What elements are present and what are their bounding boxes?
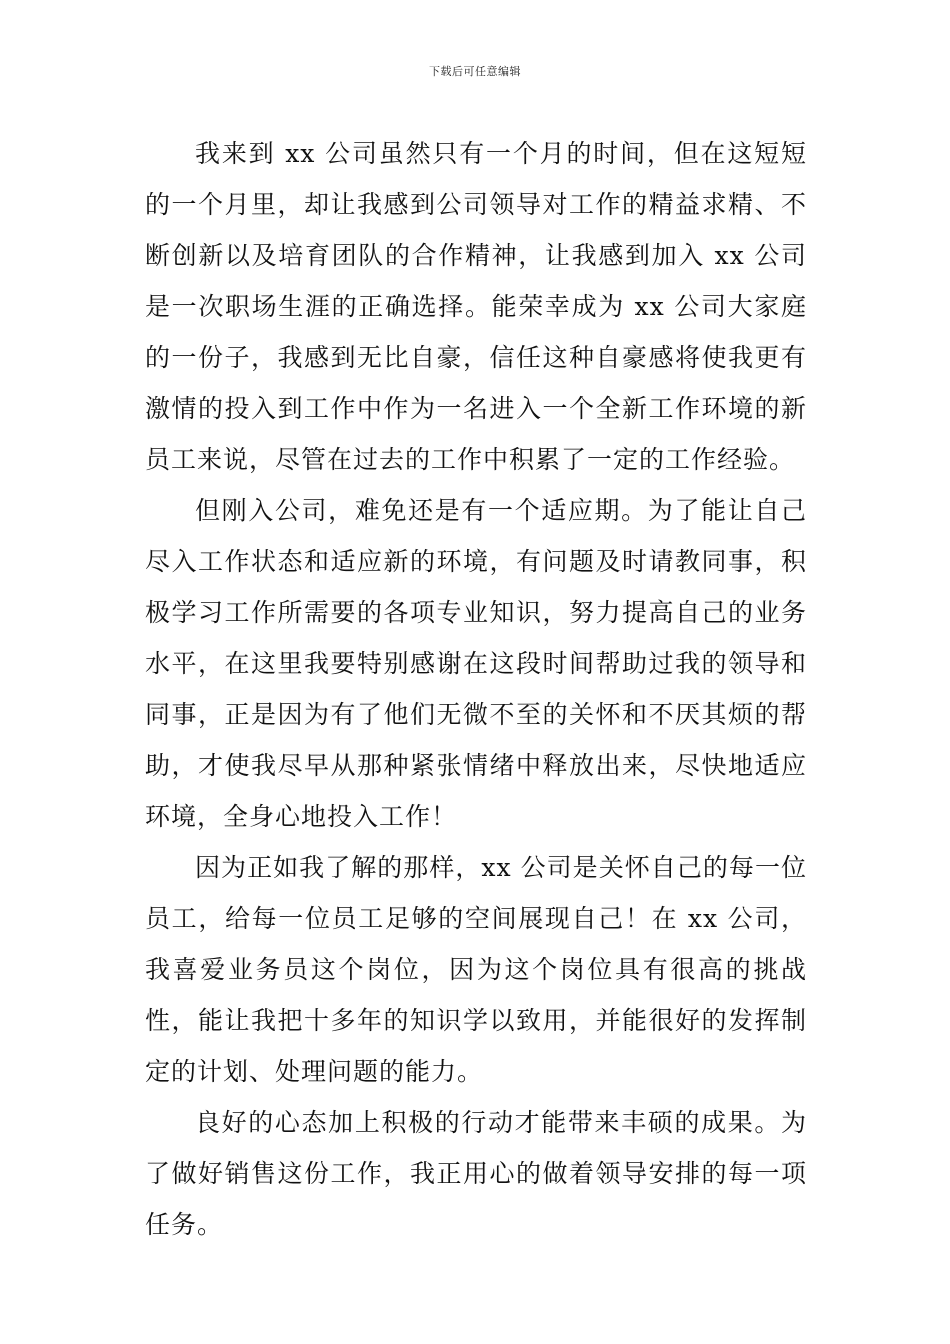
paragraph-3: 因为正如我了解的那样，xx 公司是关怀自己的每一位员工，给每一位员工足够的空间展现自己！在 xx 公司，我喜爱业务员这个岗位，因为这个岗位具有很高的挑战性，能让我把十多年的知识学以致用，并能很好的发挥制定的计划、处理问题的能力。 bbox=[145, 853, 807, 1086]
paragraph-4: 良好的心态加上积极的行动才能带来丰硕的成果。为了做好销售这份工作，我正用心的做着领导安排的每一项任务。 bbox=[145, 1108, 807, 1239]
paragraph-1: 我来到 xx 公司虽然只有一个月的时间，但在这短短的一个月里，却让我感到公司领导对工作的精益求精、不断创新以及培育团队的合作精神，让我感到加入 xx 公司是一次职场生涯的正确选择。能荣幸成为 xx 公司大家庭的一份子，我感到无比自豪，信任这种自豪感将使我更有激情的投入到工作中作为一名进入一个全新工作环境的新员工来说，尽管在过去的工作中积累了一定的工作经验。 bbox=[145, 139, 807, 474]
document-body bbox=[145, 128, 807, 1250]
page-header-note: 下载后可任意编辑 bbox=[429, 65, 521, 78]
paragraph-2: 但刚入公司，难免还是有一个适应期。为了能让自己尽入工作状态和适应新的环境，有问题及时请教同事，积极学习工作所需要的各项专业知识，努力提高自己的业务水平，在这里我要特别感谢在这段时间帮助过我的领导和同事，正是因为有了他们无微不至的关怀和不厌其烦的帮助，才使我尽早从那种紧张情绪中释放出来，尽快地适应环境，全身心地投入工作！ bbox=[145, 496, 807, 831]
